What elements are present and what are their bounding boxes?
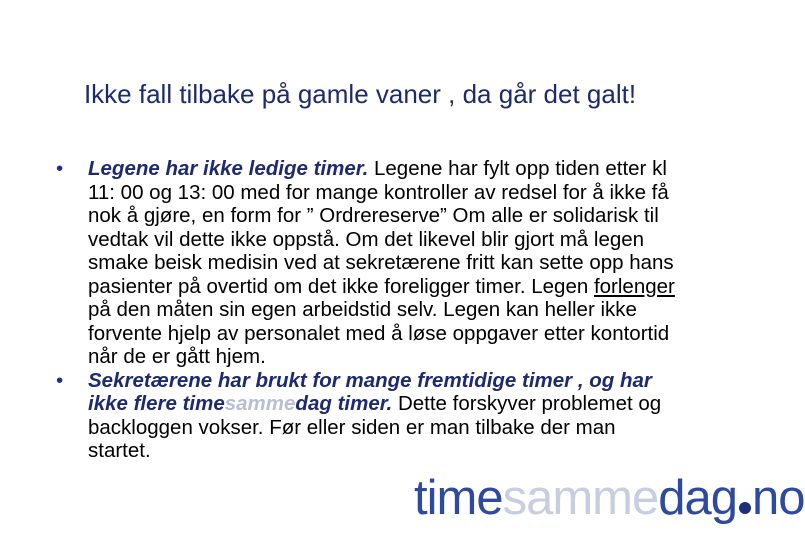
logo-part-time: time xyxy=(414,471,503,525)
bullet-lead: dag timer. xyxy=(295,392,393,415)
slide-title: Ikke fall tilbake på gamle vaner , da går det galt! xyxy=(83,79,637,109)
bullet-text: Dette forskyver problemet og backloggen vokser. Før eller siden er man tilbake der man startet. xyxy=(88,392,662,462)
bullet-mark: • xyxy=(56,157,64,180)
bullet-lead: Legene har ikke ledige timer. xyxy=(88,157,369,180)
bullet-sekretaerene xyxy=(56,369,676,463)
bullet-lead: Sekretærene har brukt for mange fremtidige timer , og har ikke flere time xyxy=(88,368,652,415)
bullet-text: på den måten sin egen arbeidstid selv. Legen kan heller ikke forvente hjelp av personalet med å løse oppgaver etter kontortid når de er gått hjem. xyxy=(88,298,670,368)
bullet-legene xyxy=(56,157,676,369)
logo-part-no: no xyxy=(751,471,805,525)
timesammedag-logo xyxy=(414,462,805,534)
logo-part-dag: dag xyxy=(658,471,737,525)
slide-body xyxy=(56,157,676,463)
bullet-mark: • xyxy=(56,368,64,392)
bullet-text: Legene har fylt opp tiden etter kl 11: 00 og 13: 00 med for mange kontroller av redsel for å ikke få nok å gjøre, en form for ” Ordrereserve” Om alle er solidarisk til vedtak vil dette ikke oppstå. Om det likevel blir gjort må legen smake beisk medisin ved at sekretærene fritt kan sette opp hans pasienter på overtid om det ikke foreligger timer. Legen xyxy=(88,157,674,298)
bullet-lead-faded: samme xyxy=(224,392,296,415)
logo-part-samme: samme xyxy=(502,471,659,525)
underlined-word: forlenger xyxy=(593,274,675,298)
logo-dot xyxy=(739,502,751,514)
